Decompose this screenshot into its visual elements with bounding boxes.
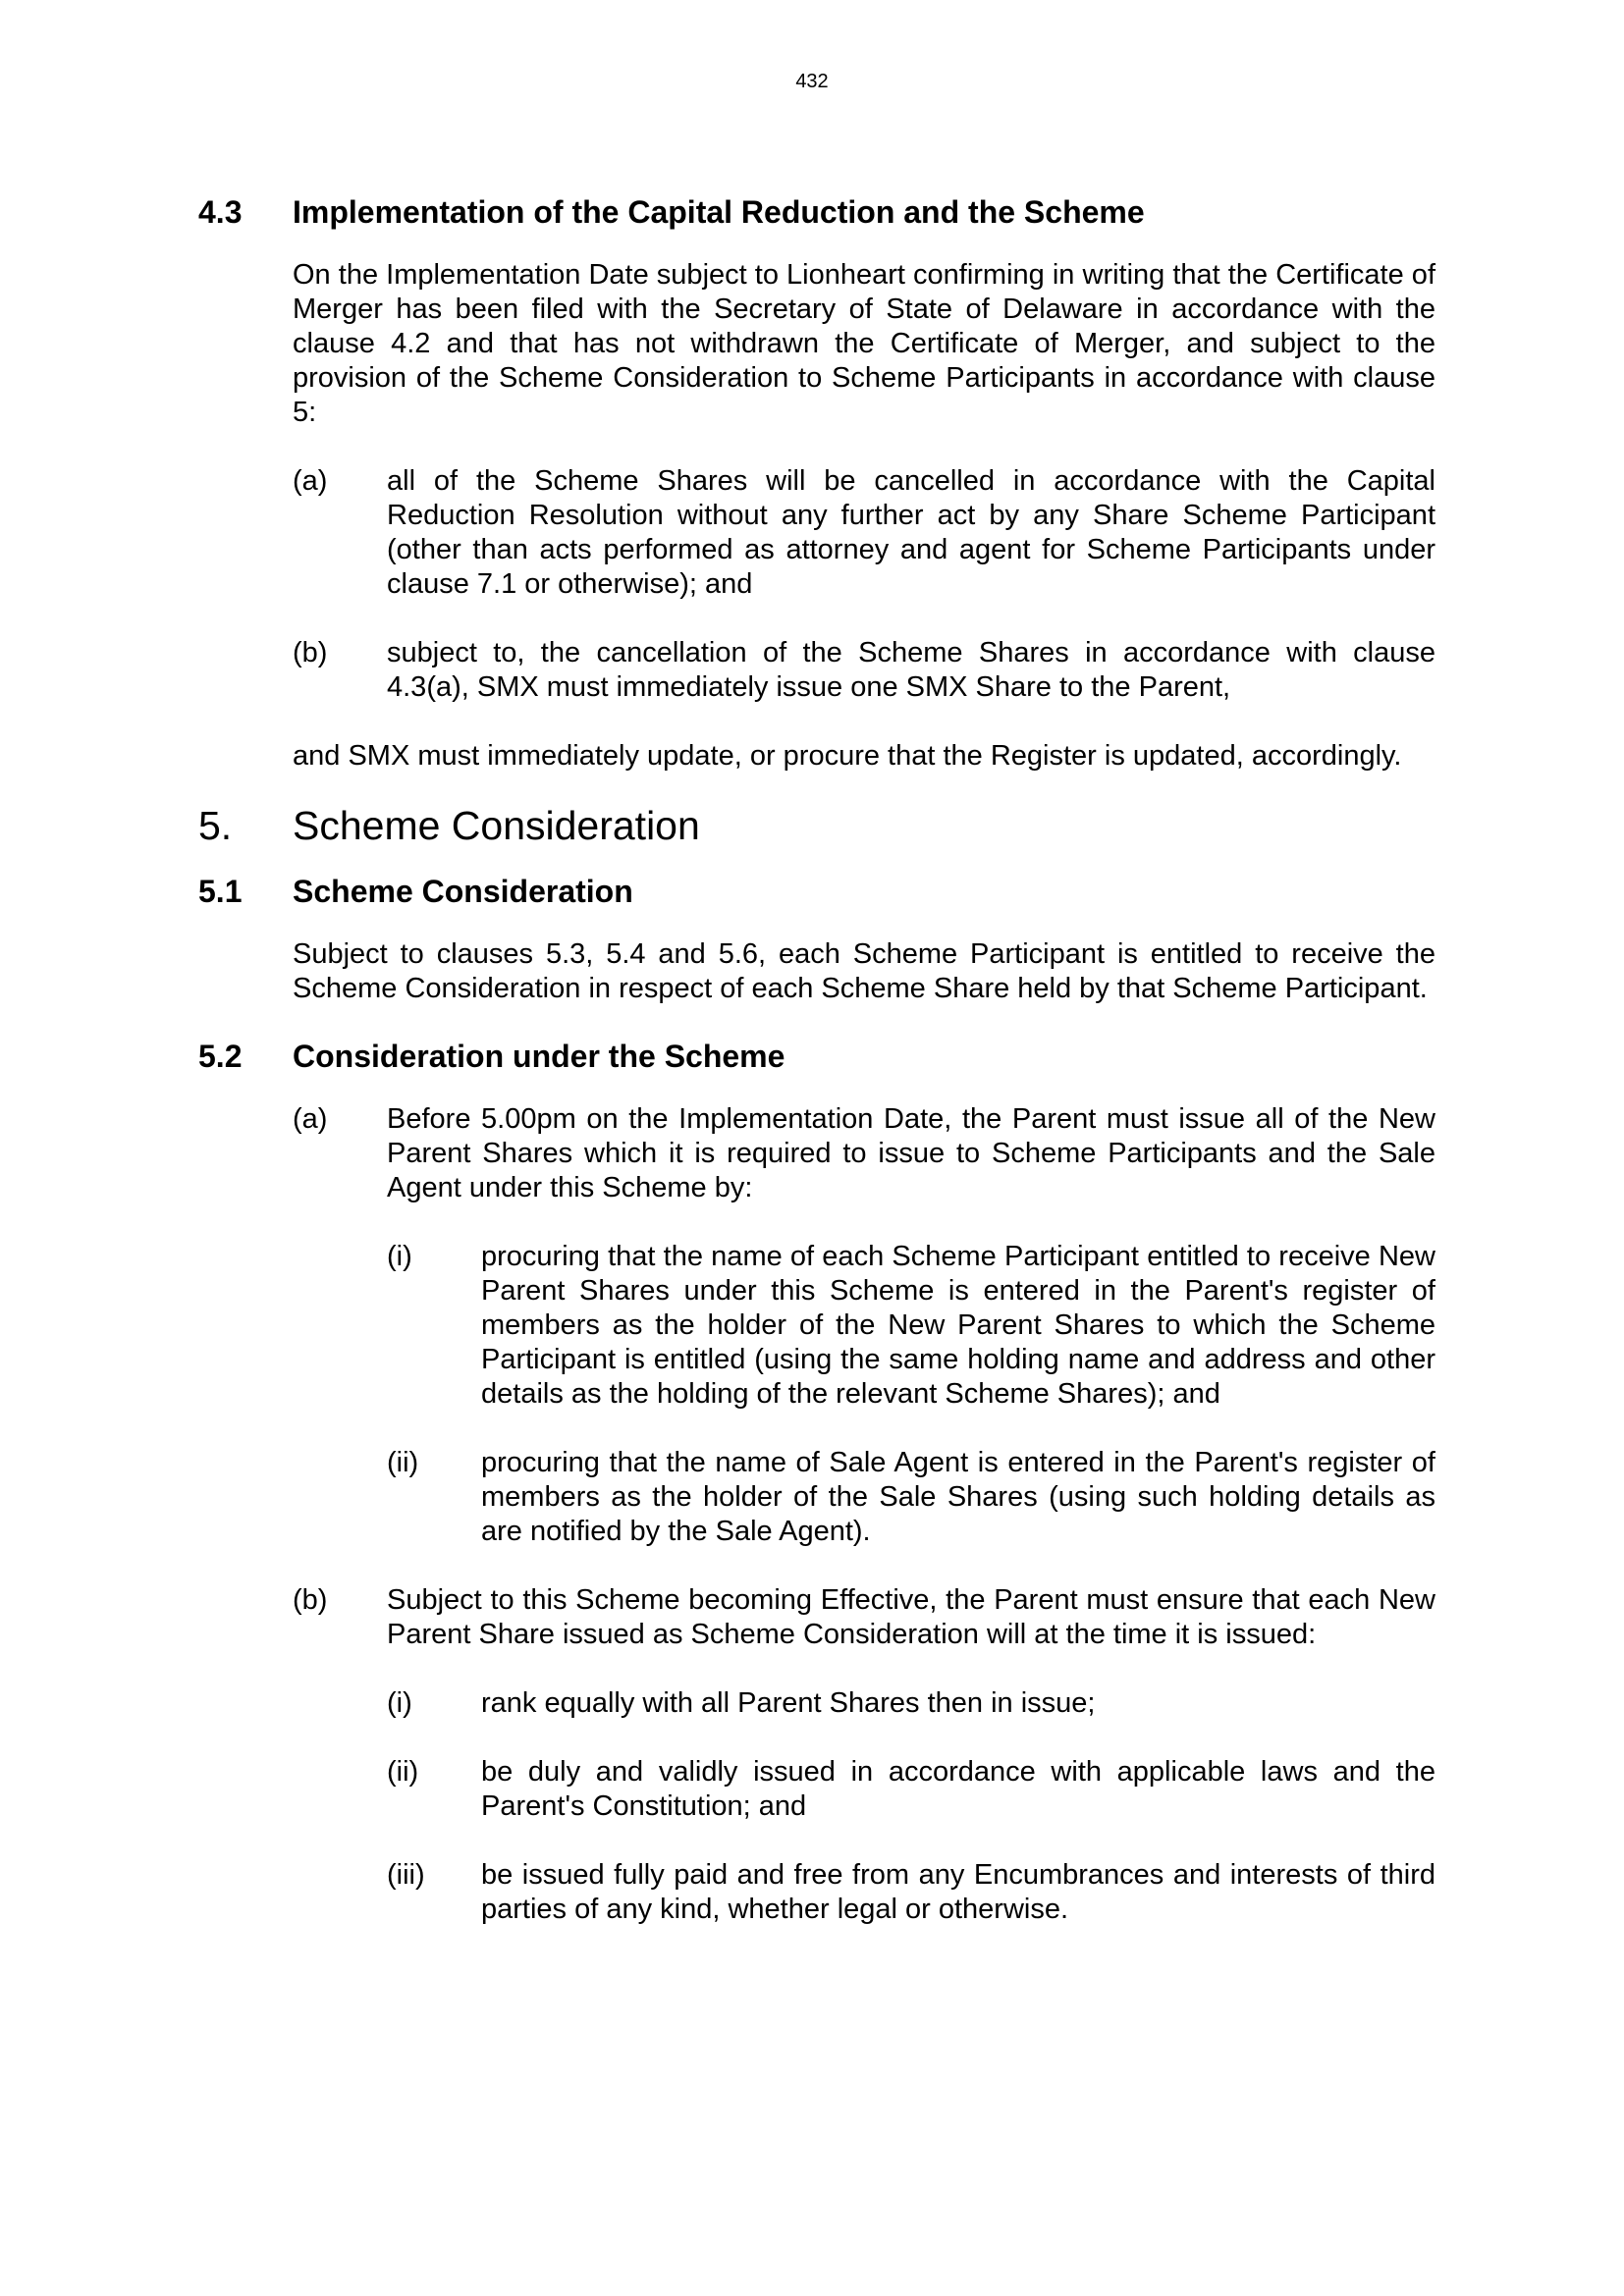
- page-number: 432: [795, 71, 829, 92]
- item-text: be duly and validly issued in accordance with applicable laws and the Parent's Constitution; and: [481, 1756, 1435, 1822]
- section-number: 5.2: [198, 1039, 243, 1074]
- item-text: be issued fully paid and free from any Encumbrances and interests of third parties of any kind, whether legal or otherwise.: [481, 1859, 1435, 1925]
- sub-list-item: [387, 1240, 1435, 1412]
- sub-list-item: [387, 1755, 1435, 1824]
- item-label: (i): [387, 1687, 412, 1719]
- section-number: 4.3: [198, 194, 243, 230]
- item-text: rank equally with all Parent Shares then in issue;: [481, 1687, 1096, 1719]
- list-item: [293, 1583, 1435, 1652]
- item-text: procuring that the name of each Scheme Participant entitled to receive New Parent Shares under this Scheme is entered in the Parent's register of members as the holder of the New Parent Shares to which the Scheme Participant is entitled (using the same holding name and address and other details as the holding of the relevant Scheme Shares); and: [481, 1241, 1435, 1410]
- item-label: (i): [387, 1241, 412, 1272]
- item-text: all of the Scheme Shares will be cancelled in accordance with the Capital Reduction Resolution without any further act by any Share Scheme Participant (other than acts performed as attorney and agent for Scheme Participants under clause 7.1 or otherwise); and: [387, 465, 1435, 600]
- sub-list-item: [387, 1446, 1435, 1549]
- item-text: subject to, the cancellation of the Scheme Shares in accordance with clause 4.3(a), SMX must immediately issue one SMX Share to the Parent,: [387, 637, 1435, 703]
- section-4-3-heading: [198, 192, 1435, 232]
- section-5-1-heading: [198, 872, 1435, 911]
- item-label: (b): [293, 1584, 328, 1616]
- section-5-1-text: Subject to clauses 5.3, 5.4 and 5.6, each Scheme Participant is entitled to receive the Scheme Consideration in respect of each Scheme Share held by that Scheme Participant.: [293, 938, 1435, 1004]
- item-label: (a): [293, 1103, 328, 1135]
- item-text: Subject to this Scheme becoming Effective, the Parent must ensure that each New Parent Share issued as Scheme Consideration will at the time it is issued:: [387, 1584, 1435, 1650]
- item-text: procuring that the name of Sale Agent is entered in the Parent's register of members as the holder of the Sale Shares (using such holding details as are notified by the Sale Agent).: [481, 1447, 1435, 1547]
- section-number: 5.: [198, 803, 233, 848]
- item-label: (b): [293, 637, 328, 668]
- item-label: (ii): [387, 1756, 419, 1788]
- item-label: (iii): [387, 1859, 425, 1891]
- section-number: 5.1: [198, 874, 243, 909]
- section-title: Implementation of the Capital Reduction and the Scheme: [293, 194, 1145, 230]
- list-item: [293, 1102, 1435, 1205]
- list-item: [293, 636, 1435, 705]
- section-title: Scheme Consideration: [293, 874, 633, 909]
- item-label: (a): [293, 465, 328, 497]
- section-4-3-intro: On the Implementation Date subject to Lionheart confirming in writing that the Certificate of Merger has been filed with the Secretary of State of Delaware in accordance with the clause 4.2 and that has not withdrawn the Certificate of Merger, and subject to the provision of the Scheme Consideration to Scheme Participants in accordance with clause 5:: [293, 259, 1435, 428]
- sub-list-item: [387, 1858, 1435, 1927]
- document-body: [198, 192, 1435, 1927]
- list-item: [293, 464, 1435, 602]
- sub-list-item: [387, 1686, 1435, 1721]
- section-title: Scheme Consideration: [293, 803, 700, 848]
- item-label: (ii): [387, 1447, 419, 1478]
- section-5-heading: [198, 802, 1435, 849]
- section-5-2-heading: [198, 1037, 1435, 1076]
- item-text: Before 5.00pm on the Implementation Date, the Parent must issue all of the New Parent Shares which it is required to issue to Scheme Participants and the Sale Agent under this Scheme by:: [387, 1103, 1435, 1203]
- section-4-3-closing: and SMX must immediately update, or procure that the Register is updated, accordingly.: [293, 740, 1402, 772]
- section-title: Consideration under the Scheme: [293, 1039, 785, 1074]
